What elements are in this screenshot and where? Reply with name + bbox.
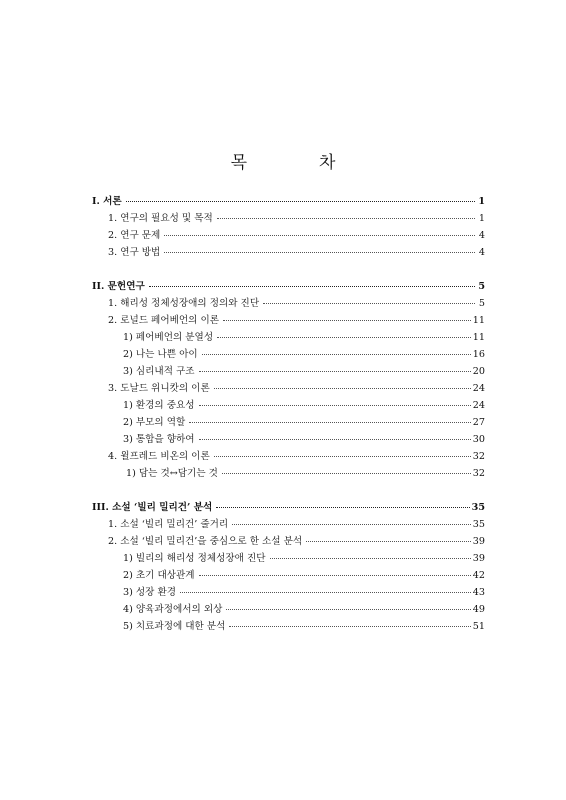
toc-entry-page-number: 24 <box>472 383 485 394</box>
dot-leader <box>199 405 471 406</box>
toc-entry-page-number: 27 <box>472 417 485 428</box>
toc-subsection-entry <box>92 397 485 414</box>
toc-entry-page-number: 39 <box>472 553 485 564</box>
dot-leader <box>226 609 470 610</box>
toc-entry-label: 2) 부모의 역할 <box>123 417 186 428</box>
toc-entry-label: 4. 윌프레드 비온의 이론 <box>108 451 210 462</box>
dot-leader <box>214 388 471 389</box>
dot-leader <box>270 558 471 559</box>
toc-entry-label: 1. 해리성 정체성장애의 정의와 진단 <box>108 298 260 309</box>
toc-entry-page-number: 4 <box>478 247 485 258</box>
toc-entry-page-number: 35 <box>472 519 485 530</box>
toc-chapter-entry <box>92 516 485 533</box>
toc-entry-label: 2) 나는 나쁜 아이 <box>123 349 198 360</box>
toc-entry-page-number: 49 <box>472 604 485 615</box>
toc-entry-label: 2. 로널드 페어베언의 이론 <box>108 315 219 326</box>
toc-subsection-entry <box>92 567 485 584</box>
toc-entry-page-number: 5 <box>478 298 485 309</box>
dot-leader <box>164 235 475 236</box>
dot-leader <box>199 575 471 576</box>
dot-leader <box>202 354 471 355</box>
toc-entry-label: 5) 치료과정에 대한 분석 <box>123 621 226 632</box>
toc-entry-label: 4) 양육과정에서의 외상 <box>123 604 223 615</box>
toc-chapter-entry <box>92 295 485 312</box>
toc-chapter-entry <box>92 210 485 227</box>
toc-entry-page-number: 16 <box>472 349 485 360</box>
toc-chapter-entry <box>92 448 485 465</box>
dot-leader <box>306 541 471 542</box>
dot-leader <box>222 473 471 474</box>
toc-entry-label: 3. 연구 방법 <box>108 247 161 258</box>
toc-section-heading <box>92 499 485 516</box>
toc-chapter-entry <box>92 312 485 329</box>
toc-chapter-entry <box>92 533 485 550</box>
toc-entry-label: 3) 통합을 향하여 <box>123 434 195 445</box>
toc-entry-label: 3) 성장 환경 <box>123 587 177 598</box>
dot-leader <box>214 456 471 457</box>
dot-leader <box>149 286 475 287</box>
toc-entry-page-number: 1 <box>478 196 485 207</box>
toc-section-heading <box>92 278 485 295</box>
toc-section-heading <box>92 193 485 210</box>
toc-entry-label: 1) 페어베언의 분열성 <box>123 332 214 343</box>
dot-leader <box>189 422 470 423</box>
toc-entry-label: II. 문헌연구 <box>92 281 145 292</box>
toc-entry-page-number: 39 <box>472 536 485 547</box>
toc-entry-page-number: 32 <box>472 468 485 479</box>
toc-subsection-entry <box>92 346 485 363</box>
toc-chapter-entry <box>92 244 485 261</box>
dot-leader <box>263 303 475 304</box>
toc-entry-page-number: 32 <box>472 451 485 462</box>
toc-entry-page-number: 4 <box>478 230 485 241</box>
dot-leader <box>217 218 475 219</box>
toc-entry-label: 1) 환경의 중요성 <box>123 400 195 411</box>
toc-subsection-entry <box>92 363 485 380</box>
toc-entry-page-number: 1 <box>478 213 485 224</box>
section-spacer <box>92 261 485 278</box>
toc-entry-page-number: 20 <box>472 366 485 377</box>
toc-subsection-entry <box>92 431 485 448</box>
toc-entry-label: 2. 소설 ‘빌리 밀리건’을 중심으로 한 소설 분석 <box>108 536 303 547</box>
toc-entry-label: III. 소설 ‘빌리 밀리건’ 분석 <box>92 502 213 513</box>
toc-entry-label: I. 서론 <box>92 196 122 207</box>
toc-entry-label: 1. 연구의 필요성 및 목적 <box>108 213 213 224</box>
toc-entry-page-number: 24 <box>472 400 485 411</box>
section-spacer <box>92 482 485 499</box>
toc-subsection-entry <box>92 550 485 567</box>
dot-leader <box>232 524 471 525</box>
toc-subsection-entry <box>92 618 485 635</box>
toc-entry-page-number: 35 <box>471 502 485 513</box>
toc-entry-page-number: 11 <box>472 332 485 343</box>
dot-leader <box>223 320 471 321</box>
toc-entry-page-number: 51 <box>472 621 485 632</box>
toc-entry-label: 1) 담는 것↔담기는 것 <box>126 468 218 479</box>
toc-subsection-entry <box>92 414 485 431</box>
toc-chapter-entry <box>92 380 485 397</box>
page-title-left: 목 <box>230 153 247 173</box>
dot-leader <box>199 439 471 440</box>
toc-entry-label: 2) 초기 대상관계 <box>123 570 195 581</box>
dot-leader <box>164 252 475 253</box>
dot-leader <box>229 626 470 627</box>
toc-entry-label: 1. 소설 ‘빌리 밀리건’ 줄거리 <box>108 519 229 530</box>
toc-entry-label: 2. 연구 문제 <box>108 230 161 241</box>
toc-entry-label: 3) 심리내적 구조 <box>123 366 195 377</box>
page-title-right: 차 <box>319 153 336 173</box>
dot-leader <box>217 337 471 338</box>
dot-leader <box>199 371 471 372</box>
dot-leader <box>216 507 469 508</box>
toc-entry-label: 3. 도날드 위니캇의 이론 <box>108 383 210 394</box>
table-of-contents <box>92 193 485 635</box>
toc-subsection-entry <box>92 465 485 482</box>
toc-subsection-entry <box>92 584 485 601</box>
toc-entry-page-number: 42 <box>472 570 485 581</box>
dot-leader <box>126 201 475 202</box>
dot-leader <box>180 592 471 593</box>
page-title <box>0 148 566 173</box>
toc-entry-page-number: 43 <box>472 587 485 598</box>
toc-entry-page-number: 5 <box>478 281 485 292</box>
toc-entry-page-number: 30 <box>472 434 485 445</box>
toc-chapter-entry <box>92 227 485 244</box>
toc-entry-label: 1) 빌리의 해리성 정체성장애 진단 <box>123 553 266 564</box>
toc-subsection-entry <box>92 329 485 346</box>
toc-entry-page-number: 11 <box>472 315 485 326</box>
toc-subsection-entry <box>92 601 485 618</box>
